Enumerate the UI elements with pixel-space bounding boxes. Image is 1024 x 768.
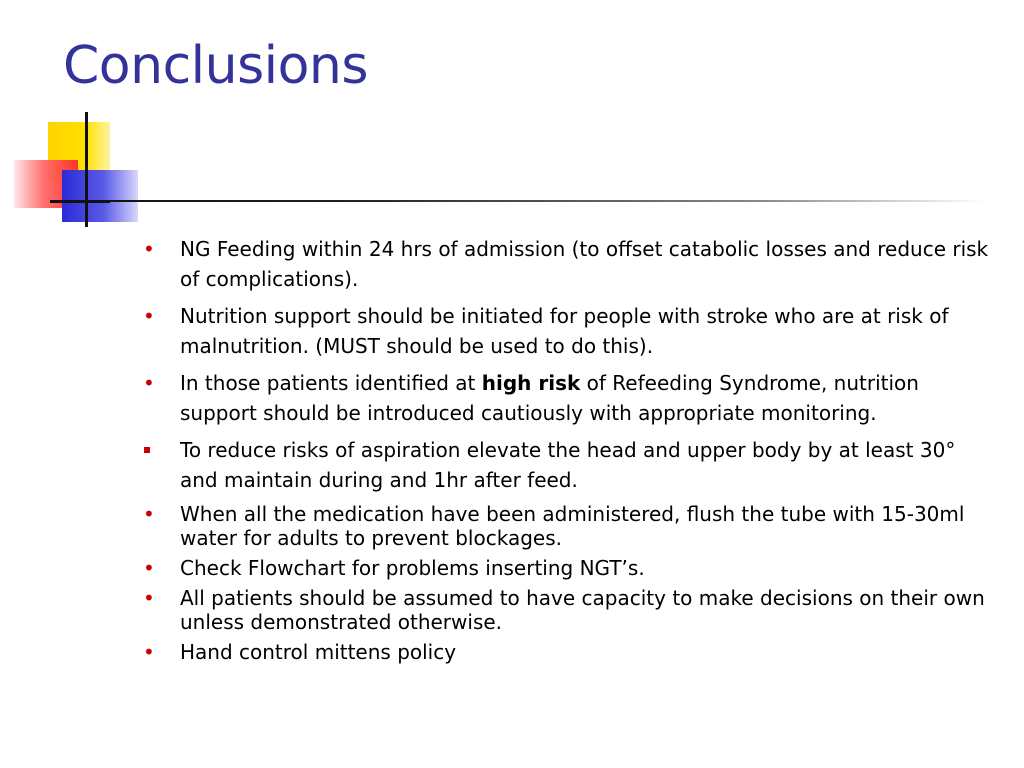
bullet-dot-icon: • bbox=[143, 237, 155, 261]
list-item bbox=[140, 368, 990, 428]
blue-square-shape bbox=[62, 170, 138, 222]
bullet-square-icon bbox=[144, 447, 150, 453]
list-item bbox=[140, 502, 990, 550]
horizontal-rule bbox=[85, 200, 985, 202]
decorative-logo bbox=[0, 100, 1024, 240]
list-item bbox=[140, 435, 990, 495]
vertical-rule bbox=[85, 112, 88, 227]
list-item bbox=[140, 234, 990, 294]
list-item bbox=[140, 556, 990, 580]
bullet-dot-icon: • bbox=[143, 556, 155, 580]
list-item bbox=[140, 301, 990, 361]
bullet-list bbox=[140, 234, 990, 664]
bullet-dot-icon: • bbox=[143, 304, 155, 328]
bullet-text-bold: high risk bbox=[481, 371, 581, 395]
bullet-dot-icon: • bbox=[143, 586, 155, 610]
bullet-dot-icon: • bbox=[143, 640, 155, 664]
slide-title: Conclusions bbox=[63, 36, 368, 96]
bullet-text: NG Feeding within 24 hrs of admission (to offset catabolic losses and reduce risk of complications). bbox=[180, 237, 989, 291]
bullet-text-after: of Refeeding Syndrome, nutrition support should be introduced cautiously with appropriate monitoring. bbox=[180, 371, 919, 425]
bullet-dot-icon: • bbox=[143, 502, 155, 526]
bullet-text: To reduce risks of aspiration elevate the head and upper body by at least 30° and maintain during and 1hr after feed. bbox=[180, 438, 956, 492]
bullet-text: Check Flowchart for problems inserting NGT’s. bbox=[180, 556, 645, 580]
bullet-text: Nutrition support should be initiated for people with stroke who are at risk of malnutrition. (MUST should be used to do this). bbox=[180, 304, 949, 358]
list-item bbox=[140, 640, 990, 664]
bullet-text: When all the medication have been administered, flush the tube with 15-30ml water for adults to prevent blockages. bbox=[180, 502, 965, 550]
bullet-text-before: In those patients identified at bbox=[180, 371, 482, 395]
bullet-dot-icon: • bbox=[143, 371, 155, 395]
bullet-text: Hand control mittens policy bbox=[180, 640, 457, 664]
list-item bbox=[140, 586, 990, 634]
bullet-text: All patients should be assumed to have capacity to make decisions on their own unless demonstrated otherwise. bbox=[180, 586, 985, 634]
bullet-content bbox=[140, 234, 990, 670]
